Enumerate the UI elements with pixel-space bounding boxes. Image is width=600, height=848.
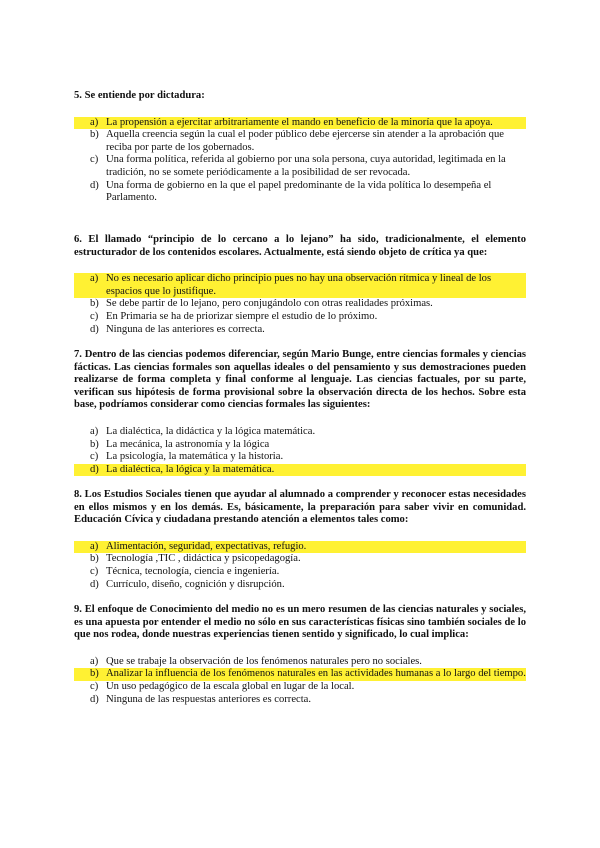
question-7 [74, 349, 526, 476]
question-6 [74, 234, 526, 336]
option-b[interactable] [74, 439, 526, 452]
option-d[interactable] [74, 324, 526, 337]
question-9 [74, 604, 526, 706]
options-list [74, 426, 526, 476]
option-letter: b) [90, 668, 99, 680]
question-5 [74, 90, 526, 205]
question-stem: 5. Se entiende por dictadura: [74, 90, 205, 101]
option-c[interactable] [74, 566, 526, 579]
option-text: Se debe partir de lo lejano, pero conjugándolo con otras realidades próximas. [106, 298, 433, 310]
option-text: Analizar la influencia de los fenómenos naturales en las actividades humanas a lo largo del tiempo. [106, 668, 526, 680]
option-letter: c) [90, 565, 99, 577]
option-text: Una forma política, referida al gobierno por una sola persona, cuya autoridad, legitimada en la tradición, no se somete periódicamente a la posibilidad de ser revocada. [106, 154, 506, 178]
question-stem: 7. Dentro de las ciencias podemos diferenciar, según Mario Bunge, entre ciencias formales y ciencias fácticas. Las ciencias formales son aquellas ideales o del pensamiento y sus demostraciones pueden realizarse de forma completa y final conforme al lenguaje. Las ciencias factuales, por su parte, verifican sus hipótesis de forma provisional sobre la observación directa de los hechos. Sobre esta base, podríamos considerar como ciencias formales las siguientes: [74, 349, 526, 411]
option-text: La psicología, la matemática y la historia. [106, 451, 284, 463]
option-c[interactable] [74, 451, 526, 464]
option-text: La mecánica, la astronomía y la lógica [106, 438, 270, 450]
option-c[interactable] [74, 681, 526, 694]
option-letter: a) [90, 425, 99, 437]
option-d[interactable] [74, 180, 526, 205]
option-letter: a) [90, 273, 99, 285]
option-letter: d) [90, 463, 99, 475]
option-text: La propensión a ejercitar arbitrariamente el mando en beneficio de la minoría que la apoya. [106, 116, 493, 128]
option-text: Alimentación, seguridad, expectativas, refugio. [106, 540, 307, 552]
option-letter: d) [90, 693, 99, 705]
option-letter: b) [90, 298, 99, 310]
option-a[interactable] [74, 541, 526, 554]
option-b[interactable] [74, 298, 526, 311]
option-letter: b) [90, 438, 99, 450]
option-letter: c) [90, 310, 99, 322]
option-letter: a) [90, 116, 99, 128]
option-letter: c) [90, 154, 99, 166]
option-letter: d) [90, 323, 99, 335]
option-text: Ninguna de las respuestas anteriores es correcta. [106, 693, 312, 705]
options-list [74, 273, 526, 336]
option-text: Tecnología ,TIC , didáctica y psicopedagogía. [106, 553, 301, 565]
option-letter: b) [90, 553, 99, 565]
question-stem: 6. El llamado “principio de lo cercano a lo lejano” ha sido, tradicionalmente, el elemento estructurador de los contenidos escolares. Actualmente, está siendo objeto de crítica ya que: [74, 234, 526, 258]
option-letter: d) [90, 578, 99, 590]
option-text: Currículo, diseño, cognición y disrupción. [106, 578, 285, 590]
option-c[interactable] [74, 311, 526, 324]
options-list [74, 656, 526, 706]
option-text: Una forma de gobierno en la que el papel predominante de la vida política lo desempeña el Parlamento. [106, 179, 492, 204]
option-b[interactable] [74, 129, 526, 154]
question-8 [74, 489, 526, 591]
option-letter: a) [90, 655, 99, 667]
question-stem: 9. El enfoque de Conocimiento del medio no es un mero resumen de las ciencias naturales y sociales, es una apuesta por entender el medio no sólo en sus características físicas sino también sociales de lo que nos rodea, donde nuestras experiencias tienen sentido y significado, lo cual implica: [74, 604, 526, 641]
option-letter: c) [90, 680, 99, 692]
option-text: Técnica, tecnología, ciencia e ingeniería. [106, 565, 280, 577]
option-a[interactable] [74, 117, 526, 130]
option-d[interactable] [74, 464, 526, 477]
option-text: En Primaria se ha de priorizar siempre el estudio de lo próximo. [106, 310, 378, 322]
option-b[interactable] [74, 553, 526, 566]
option-a[interactable] [74, 273, 526, 298]
option-letter: d) [90, 179, 99, 191]
options-list [74, 541, 526, 591]
option-text: La dialéctica, la lógica y la matemática. [106, 463, 275, 475]
option-a[interactable] [74, 426, 526, 439]
option-text: Que se trabaje la observación de los fenómenos naturales pero no sociales. [106, 655, 422, 667]
option-text: La dialéctica, la didáctica y la lógica matemática. [106, 425, 316, 437]
option-a[interactable] [74, 656, 526, 669]
option-text: Ninguna de las anteriores es correcta. [106, 323, 265, 335]
question-stem: 8. Los Estudios Sociales tienen que ayudar al alumnado a comprender y reconocer estas necesidades en ellos mismos y en los demás. Es, básicamente, la preparación para saber vivir en comunidad. Educación Cívica y ciudadana prestando atención a elementos tales como: [74, 489, 526, 526]
option-text: Aquella creencia según la cual el poder público debe ejercerse sin atender a la aprobación que reciba por parte de los gobernados. [106, 129, 504, 153]
options-list [74, 117, 526, 205]
option-d[interactable] [74, 694, 526, 707]
option-letter: a) [90, 540, 99, 552]
option-text: No es necesario aplicar dicho principio pues no hay una observación rítmica y lineal de los espacios que lo justifique. [106, 273, 492, 297]
option-text: Un uso pedagógico de la escala global en lugar de la local. [106, 680, 355, 692]
option-b[interactable] [74, 668, 526, 681]
option-letter: c) [90, 451, 99, 463]
option-d[interactable] [74, 579, 526, 592]
option-letter: b) [90, 129, 99, 141]
option-c[interactable] [74, 154, 526, 179]
